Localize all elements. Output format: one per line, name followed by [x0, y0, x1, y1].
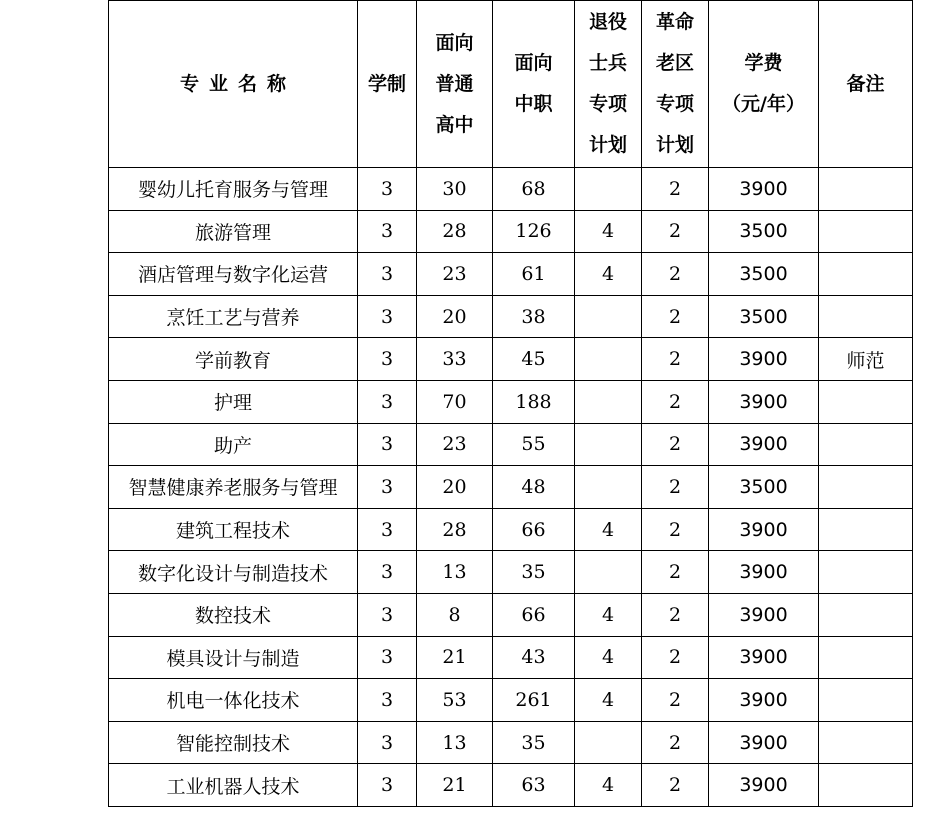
table-row: [109, 636, 913, 679]
cell-note: [819, 764, 913, 807]
cell-vocational: 188: [493, 380, 575, 423]
cell-note: [819, 168, 913, 211]
header-revolutionary-area-plan: 革命 老区 专项 计划: [642, 1, 709, 168]
header-major-name: 专业名称: [109, 1, 358, 168]
enrollment-plan-table: [108, 0, 913, 807]
cell-veterans-plan: [575, 338, 642, 381]
cell-note: 师范: [819, 338, 913, 381]
cell-tuition: 3900: [709, 423, 819, 466]
cell-revolutionary-area-plan: 2: [642, 551, 709, 594]
cell-vocational: 55: [493, 423, 575, 466]
cell-general-high-school: 13: [417, 551, 493, 594]
cell-tuition: 3900: [709, 380, 819, 423]
cell-revolutionary-area-plan: 2: [642, 295, 709, 338]
cell-revolutionary-area-plan: 2: [642, 210, 709, 253]
cell-vocational: 126: [493, 210, 575, 253]
cell-veterans-plan: [575, 721, 642, 764]
table-row: [109, 551, 913, 594]
cell-tuition: 3900: [709, 721, 819, 764]
cell-note: [819, 253, 913, 296]
cell-tuition: 3500: [709, 466, 819, 509]
cell-duration: 3: [358, 253, 417, 296]
cell-major-name: 模具设计与制造: [109, 636, 358, 679]
cell-vocational: 38: [493, 295, 575, 338]
cell-general-high-school: 28: [417, 508, 493, 551]
table-row: [109, 210, 913, 253]
cell-duration: 3: [358, 508, 417, 551]
cell-duration: 3: [358, 721, 417, 764]
cell-note: [819, 380, 913, 423]
cell-vocational: 68: [493, 168, 575, 211]
table-row: [109, 593, 913, 636]
header-veterans-plan: 退役 士兵 专项 计划: [575, 1, 642, 168]
cell-vocational: 261: [493, 679, 575, 722]
cell-general-high-school: 33: [417, 338, 493, 381]
cell-note: [819, 679, 913, 722]
cell-veterans-plan: 4: [575, 253, 642, 296]
cell-major-name: 建筑工程技术: [109, 508, 358, 551]
cell-veterans-plan: [575, 551, 642, 594]
cell-revolutionary-area-plan: 2: [642, 508, 709, 551]
cell-duration: 3: [358, 168, 417, 211]
table-row: [109, 508, 913, 551]
cell-vocational: 35: [493, 721, 575, 764]
table-row: [109, 679, 913, 722]
cell-revolutionary-area-plan: 2: [642, 423, 709, 466]
header-duration: 学制: [358, 1, 417, 168]
cell-vocational: 63: [493, 764, 575, 807]
cell-revolutionary-area-plan: 2: [642, 338, 709, 381]
cell-major-name: 学前教育: [109, 338, 358, 381]
cell-note: [819, 721, 913, 764]
table-row: [109, 764, 913, 807]
cell-tuition: 3900: [709, 338, 819, 381]
cell-veterans-plan: [575, 168, 642, 211]
cell-veterans-plan: [575, 295, 642, 338]
cell-general-high-school: 53: [417, 679, 493, 722]
cell-note: [819, 210, 913, 253]
table-row: [109, 168, 913, 211]
cell-note: [819, 423, 913, 466]
cell-general-high-school: 20: [417, 295, 493, 338]
cell-general-high-school: 8: [417, 593, 493, 636]
cell-tuition: 3900: [709, 764, 819, 807]
cell-vocational: 43: [493, 636, 575, 679]
header-note: 备注: [819, 1, 913, 168]
cell-veterans-plan: [575, 466, 642, 509]
cell-general-high-school: 23: [417, 253, 493, 296]
cell-major-name: 数控技术: [109, 593, 358, 636]
cell-note: [819, 508, 913, 551]
cell-general-high-school: 28: [417, 210, 493, 253]
cell-duration: 3: [358, 593, 417, 636]
cell-major-name: 数字化设计与制造技术: [109, 551, 358, 594]
cell-general-high-school: 23: [417, 423, 493, 466]
cell-vocational: 66: [493, 593, 575, 636]
cell-duration: 3: [358, 551, 417, 594]
cell-revolutionary-area-plan: 2: [642, 593, 709, 636]
cell-note: [819, 295, 913, 338]
table-row: [109, 721, 913, 764]
cell-tuition: 3500: [709, 210, 819, 253]
table-body: [109, 168, 913, 807]
cell-general-high-school: 21: [417, 636, 493, 679]
cell-revolutionary-area-plan: 2: [642, 253, 709, 296]
cell-major-name: 护理: [109, 380, 358, 423]
table-row: [109, 338, 913, 381]
cell-vocational: 35: [493, 551, 575, 594]
header-tuition: 学费 （元/年）: [709, 1, 819, 168]
header-vocational: 面向 中职: [493, 1, 575, 168]
cell-general-high-school: 13: [417, 721, 493, 764]
cell-major-name: 智慧健康养老服务与管理: [109, 466, 358, 509]
cell-duration: 3: [358, 295, 417, 338]
cell-major-name: 婴幼儿托育服务与管理: [109, 168, 358, 211]
cell-veterans-plan: 4: [575, 508, 642, 551]
cell-duration: 3: [358, 380, 417, 423]
cell-veterans-plan: [575, 423, 642, 466]
cell-tuition: 3900: [709, 679, 819, 722]
cell-major-name: 智能控制技术: [109, 721, 358, 764]
table-row: [109, 295, 913, 338]
table-row: [109, 253, 913, 296]
cell-tuition: 3900: [709, 593, 819, 636]
cell-note: [819, 466, 913, 509]
cell-vocational: 61: [493, 253, 575, 296]
cell-major-name: 工业机器人技术: [109, 764, 358, 807]
cell-veterans-plan: 4: [575, 210, 642, 253]
cell-revolutionary-area-plan: 2: [642, 721, 709, 764]
cell-veterans-plan: 4: [575, 593, 642, 636]
cell-major-name: 机电一体化技术: [109, 679, 358, 722]
table-row: [109, 380, 913, 423]
cell-revolutionary-area-plan: 2: [642, 636, 709, 679]
cell-general-high-school: 20: [417, 466, 493, 509]
cell-general-high-school: 70: [417, 380, 493, 423]
cell-duration: 3: [358, 338, 417, 381]
cell-note: [819, 551, 913, 594]
cell-vocational: 45: [493, 338, 575, 381]
cell-tuition: 3900: [709, 508, 819, 551]
cell-revolutionary-area-plan: 2: [642, 380, 709, 423]
table-header-row: [109, 1, 913, 168]
cell-duration: 3: [358, 636, 417, 679]
cell-duration: 3: [358, 679, 417, 722]
table-row: [109, 466, 913, 509]
cell-tuition: 3500: [709, 253, 819, 296]
cell-major-name: 助产: [109, 423, 358, 466]
cell-major-name: 烹饪工艺与营养: [109, 295, 358, 338]
cell-general-high-school: 21: [417, 764, 493, 807]
cell-major-name: 旅游管理: [109, 210, 358, 253]
cell-vocational: 66: [493, 508, 575, 551]
cell-revolutionary-area-plan: 2: [642, 679, 709, 722]
cell-tuition: 3500: [709, 295, 819, 338]
cell-tuition: 3900: [709, 168, 819, 211]
cell-revolutionary-area-plan: 2: [642, 466, 709, 509]
cell-duration: 3: [358, 466, 417, 509]
cell-revolutionary-area-plan: 2: [642, 168, 709, 211]
cell-duration: 3: [358, 764, 417, 807]
cell-tuition: 3900: [709, 551, 819, 594]
cell-note: [819, 636, 913, 679]
cell-note: [819, 593, 913, 636]
cell-general-high-school: 30: [417, 168, 493, 211]
cell-veterans-plan: [575, 380, 642, 423]
header-general-high-school: 面向 普通 高中: [417, 1, 493, 168]
cell-vocational: 48: [493, 466, 575, 509]
cell-duration: 3: [358, 210, 417, 253]
cell-major-name: 酒店管理与数字化运营: [109, 253, 358, 296]
cell-revolutionary-area-plan: 2: [642, 764, 709, 807]
cell-veterans-plan: 4: [575, 679, 642, 722]
cell-duration: 3: [358, 423, 417, 466]
cell-veterans-plan: 4: [575, 636, 642, 679]
cell-tuition: 3900: [709, 636, 819, 679]
table-row: [109, 423, 913, 466]
cell-veterans-plan: 4: [575, 764, 642, 807]
